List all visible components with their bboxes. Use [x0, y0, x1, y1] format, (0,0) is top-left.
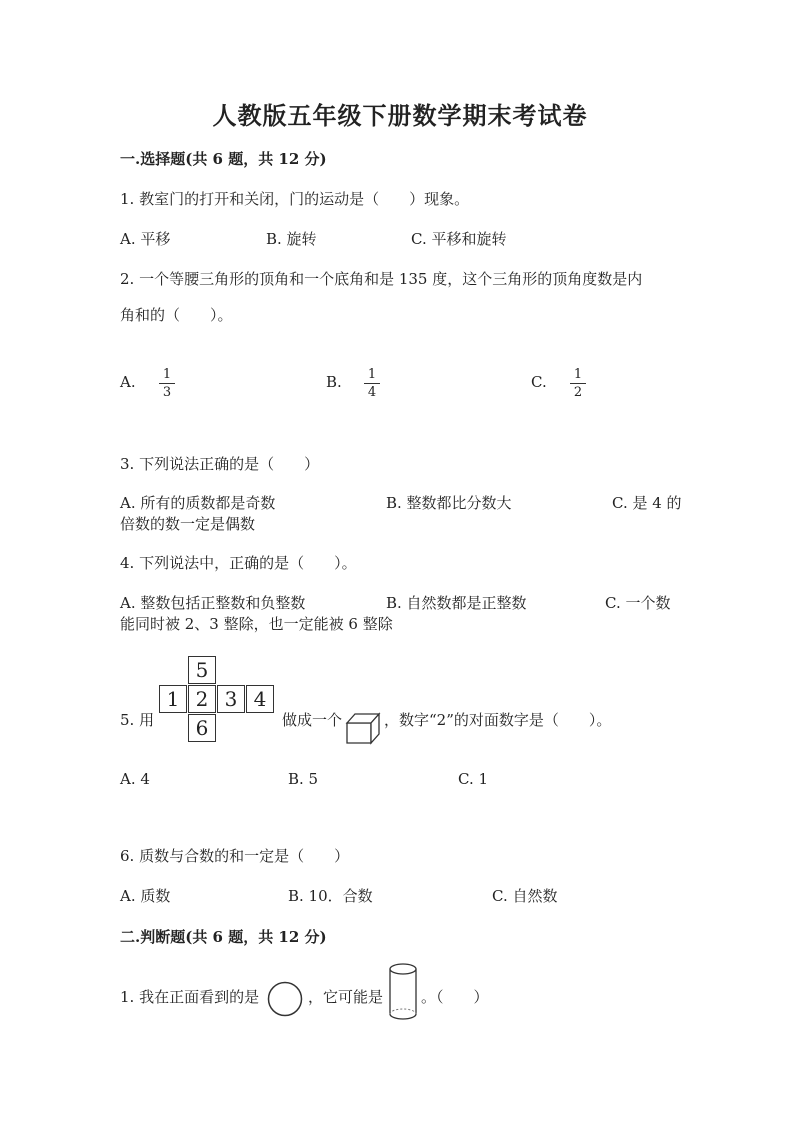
fraction-numerator: 1 — [162, 367, 172, 382]
question-2-option-a-label: A. — [120, 373, 136, 391]
question-4-option-b: B. 自然数都是正整数 — [386, 594, 527, 612]
question-2-text-line1: 2. 一个等腰三角形的顶角和一个底角和是 135 度，这个三角形的顶角度数是内 — [120, 270, 643, 288]
question-3-option-c: C. 是 4 的 — [612, 494, 682, 512]
question-6-text: 6. 质数与合数的和一定是（ ） — [120, 847, 350, 865]
question-5-option-b: B. 5 — [288, 770, 319, 788]
judgement-1-prefix: 1. 我在正面看到的是 — [120, 988, 260, 1006]
question-2-option-b-label: B. — [326, 373, 342, 391]
cylinder-icon — [387, 961, 419, 1023]
cube-net-cell: 1 — [159, 685, 187, 713]
question-3-option-a: A. 所有的质数都是奇数 — [120, 494, 276, 512]
cube-net-cell: 2 — [188, 685, 216, 713]
fraction-bar — [159, 383, 175, 384]
question-1-text: 1. 教室门的打开和关闭，门的运动是（ ）现象。 — [120, 190, 470, 208]
question-4-option-c: C. 一个数 — [605, 594, 671, 612]
cube-net-cell: 3 — [217, 685, 245, 713]
fraction-bar — [570, 383, 586, 384]
question-2-option-c-label: C. — [531, 373, 547, 391]
section-heading-judgement: 二.判断题(共 6 题，共 12 分) — [120, 928, 327, 946]
fraction-denominator: 2 — [573, 385, 583, 400]
question-2-text-line2: 角和的（ ）。 — [120, 306, 233, 324]
question-4-text: 4. 下列说法中，正确的是（ ）。 — [120, 554, 357, 572]
page-title: 人教版五年级下册数学期末考试卷 — [212, 101, 588, 130]
question-6-option-b: B. 10．合数 — [288, 887, 373, 905]
cube-net-figure — [159, 656, 277, 744]
cube-net-cell: 6 — [188, 714, 216, 742]
question-3-option-c-continued: 倍数的数一定是偶数 — [120, 515, 256, 533]
question-5-suffix: ，数字“2”的对面数字是（ ）。 — [384, 711, 612, 729]
fraction-numerator: 1 — [367, 367, 377, 382]
judgement-1-suffix: 。（ ） — [421, 988, 489, 1006]
question-5-middle: 做成一个 — [282, 711, 343, 729]
question-1-option-a: A. 平移 — [120, 230, 171, 248]
section-heading-choice: 一.选择题(共 6 题，共 12 分) — [120, 150, 327, 168]
judgement-1-middle: ，它可能是 — [308, 988, 384, 1006]
fraction-denominator: 3 — [162, 385, 172, 400]
question-6-option-a: A. 质数 — [120, 887, 171, 905]
fraction-bar — [364, 383, 380, 384]
question-3-text: 3. 下列说法正确的是（ ） — [120, 455, 320, 473]
question-2-option-c-fraction — [570, 367, 586, 400]
question-6-option-c: C. 自然数 — [492, 887, 558, 905]
question-1-option-c: C. 平移和旋转 — [411, 230, 507, 248]
cube-net-cell: 5 — [188, 656, 216, 684]
question-4-option-a: A. 整数包括正整数和负整数 — [120, 594, 306, 612]
question-5-option-a: A. 4 — [120, 770, 150, 788]
question-5-prefix: 5. 用 — [120, 711, 155, 729]
cube-net-cell: 4 — [246, 685, 274, 713]
question-2-option-a-fraction — [159, 367, 175, 400]
question-2-option-b-fraction — [364, 367, 380, 400]
cube-icon — [345, 711, 381, 745]
fraction-denominator: 4 — [367, 385, 377, 400]
fraction-numerator: 1 — [573, 367, 583, 382]
circle-icon — [266, 980, 304, 1018]
question-5-option-c: C. 1 — [458, 770, 489, 788]
question-4-option-c-continued: 能同时被 2、3 整除，也一定能被 6 整除 — [120, 615, 393, 633]
question-3-option-b: B. 整数都比分数大 — [386, 494, 512, 512]
question-1-option-b: B. 旋转 — [266, 230, 317, 248]
